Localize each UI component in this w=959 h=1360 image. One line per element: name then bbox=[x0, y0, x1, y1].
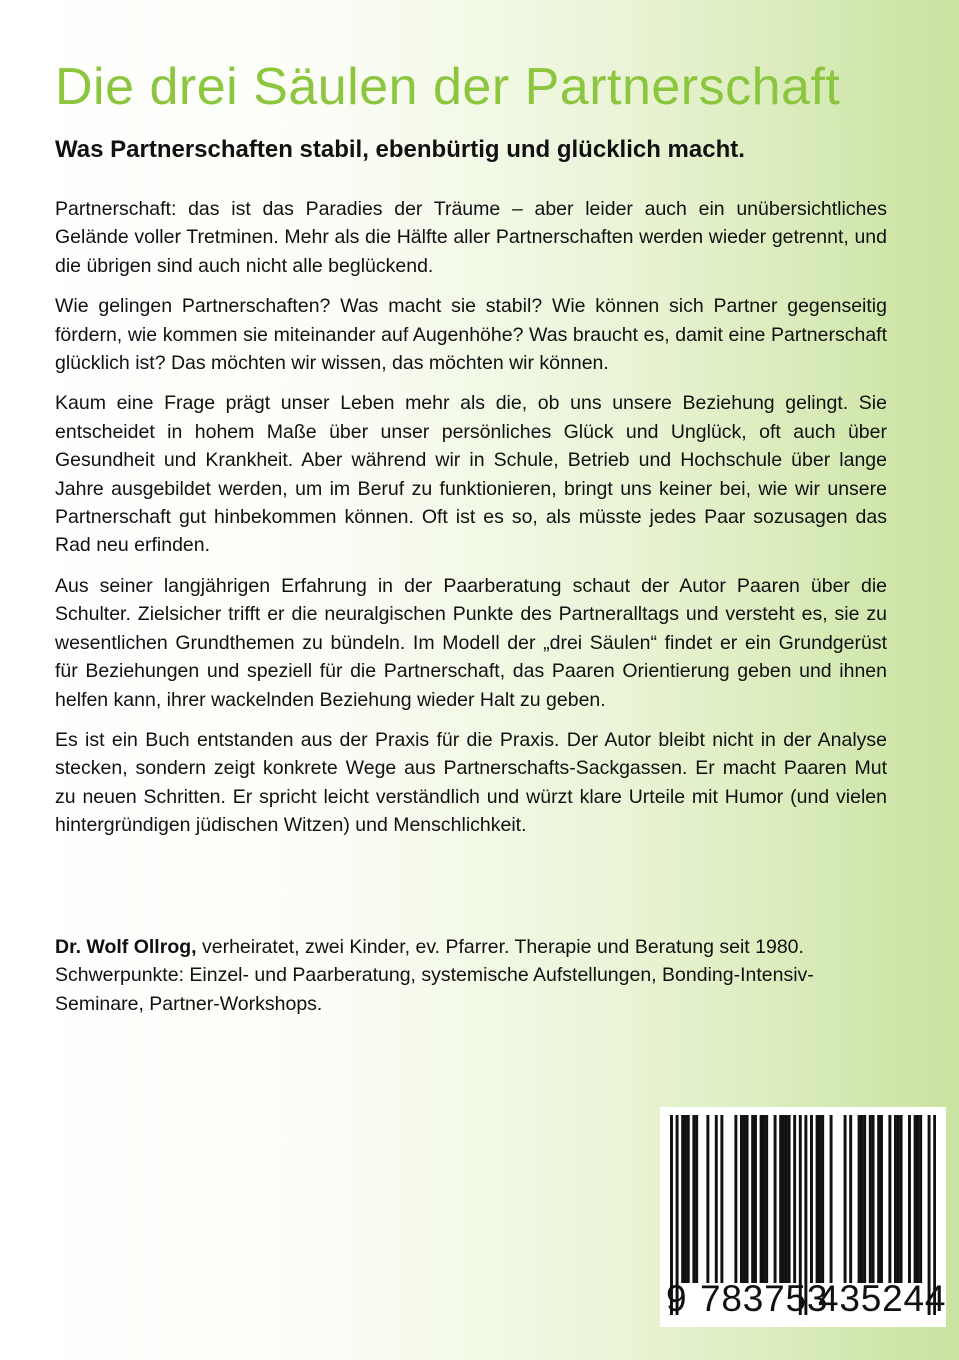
barcode-bar bbox=[751, 1115, 754, 1283]
barcode-bar bbox=[754, 1115, 757, 1283]
barcode-bar bbox=[788, 1115, 791, 1283]
barcode-bar bbox=[785, 1115, 788, 1283]
barcode-bar bbox=[774, 1115, 777, 1283]
blurb-paragraph-5: Es ist ein Buch entstanden aus der Praxis für die Praxis. Der Autor bleibt nicht in der Analyse stecken, sondern zeigt konkrete Wege aus Partnerschafts-Sackgassen. Er macht Paaren Mut zu neuen Schritten. Er spricht leicht verständlich und würzt klare Urteile mit Humor (und vielen hintergründigen jüdischen Witzen) und Menschlichkeit. bbox=[55, 728, 887, 837]
barcode-bar bbox=[908, 1115, 911, 1283]
barcode-bar bbox=[740, 1115, 743, 1283]
barcode-bar bbox=[793, 1115, 796, 1283]
barcode-bar bbox=[818, 1115, 821, 1283]
blurb-paragraph-2: Wie gelingen Partnerschaften? Was macht sie stabil? Wie können sich Partner gegenseitig fördern, wie kommen sie miteinander auf Augenhöhe? Was braucht es, damit eine Partnerschaft glücklich ist? Das möchten wir wissen, das möchten wir können. bbox=[55, 295, 887, 375]
barcode-bar bbox=[692, 1115, 695, 1283]
barcode-bar bbox=[746, 1115, 749, 1283]
isbn-first-digit: 9 bbox=[666, 1278, 687, 1319]
book-subtitle: Was Partnerschaften stabil, ebenbürtig und glücklich macht. bbox=[55, 136, 745, 163]
isbn-right-group: 435244 bbox=[818, 1278, 947, 1319]
barcode-bar bbox=[782, 1115, 785, 1283]
barcode-bar bbox=[897, 1115, 900, 1283]
barcode-bar bbox=[681, 1115, 684, 1283]
barcode-bar bbox=[810, 1115, 813, 1283]
blurb-paragraph-4: Aus seiner langjährigen Erfahrung in der Paarberatung schaut der Autor Paaren über die Schulter. Zielsicher trifft er die neuralgischen Punkte des Partneralltags und versteht es, sie zu wesentlichen Grundthemen zu bündeln. Im Modell der „drei Säulen“ findet er ein Grundgerüst für Beziehungen und speziell für die Partnerschaft, das Paaren Orientierung geben und ihnen helfen kann, ihrer wackelnden Beziehung wieder Halt zu geben. bbox=[55, 574, 887, 711]
barcode-bar bbox=[821, 1115, 824, 1283]
barcode-bar bbox=[684, 1115, 687, 1283]
barcode-bar bbox=[863, 1115, 866, 1283]
barcode-bar bbox=[877, 1115, 880, 1283]
barcode-bar bbox=[830, 1115, 833, 1283]
barcode-bar bbox=[849, 1115, 852, 1283]
barcode-bar bbox=[844, 1115, 847, 1283]
barcode-bar bbox=[779, 1115, 782, 1283]
barcode-bar bbox=[720, 1115, 723, 1283]
blurb-paragraph-1: Partnerschaft: das ist das Paradies der Träume – aber leider auch ein unübersichtliches Gelände voller Tretminen. Mehr als die Hälfte aller Partnerschaften werden wieder getrennt, und die übrigen sind auch nicht alle beglückend. bbox=[55, 198, 887, 277]
barcode-bar bbox=[869, 1115, 872, 1283]
barcode-bar bbox=[900, 1115, 903, 1283]
book-title: Die drei Säulen der Partnerschaft bbox=[55, 58, 841, 116]
barcode-bar bbox=[872, 1115, 875, 1283]
barcode-bar bbox=[762, 1115, 765, 1283]
author-bio-text: verheiratet, zwei Kinder, ev. Pfarrer. Therapie und Beratung seit 1980. Schwerpunkte: Einzel- und Paarberatung, systemische Aufstellungen, Bonding-Intensiv-Seminare, Partner-Workshops. bbox=[55, 936, 814, 1015]
barcode-bar bbox=[880, 1115, 883, 1283]
author-bio bbox=[55, 933, 887, 1018]
barcode-bar bbox=[888, 1115, 891, 1283]
barcode-bar bbox=[816, 1115, 819, 1283]
barcode-bar bbox=[858, 1115, 861, 1283]
barcode-bar bbox=[860, 1115, 863, 1283]
isbn-left-group: 783753 bbox=[700, 1278, 829, 1319]
barcode-bar bbox=[894, 1115, 897, 1283]
barcode-bar bbox=[706, 1115, 709, 1283]
barcode-bar bbox=[734, 1115, 737, 1283]
barcode-bar bbox=[914, 1115, 917, 1283]
barcode-bar bbox=[760, 1115, 763, 1283]
barcode-bar bbox=[919, 1115, 922, 1283]
blurb-paragraph-3: Kaum eine Frage prägt unser Leben mehr als die, ob uns unsere Beziehung gelingt. Sie entscheidet in hohem Maße über unser persönliches Glück und Unglück, oft auch über Gesundheit und Krankheit. Aber während wir in Schule, Betrieb und Hochschule über lange Jahre ausgebildet werden, um im Beruf zu funktionieren, bringt uns keiner bei, wie wir unsere Partnerschaft gut hinbekommen können. Oft ist es so, als müsste jedes Paar sozusagen das Rad neu erfinden. bbox=[55, 392, 887, 557]
barcode-bar bbox=[695, 1115, 698, 1283]
barcode-bar bbox=[765, 1115, 768, 1283]
barcode-bar bbox=[687, 1115, 690, 1283]
barcode-bar bbox=[916, 1115, 919, 1283]
barcode-bar bbox=[715, 1115, 718, 1283]
barcode-bar bbox=[743, 1115, 746, 1283]
blurb-text bbox=[55, 195, 887, 852]
isbn-barcode bbox=[660, 1107, 946, 1327]
author-name: Dr. Wolf Ollrog, bbox=[55, 936, 197, 958]
